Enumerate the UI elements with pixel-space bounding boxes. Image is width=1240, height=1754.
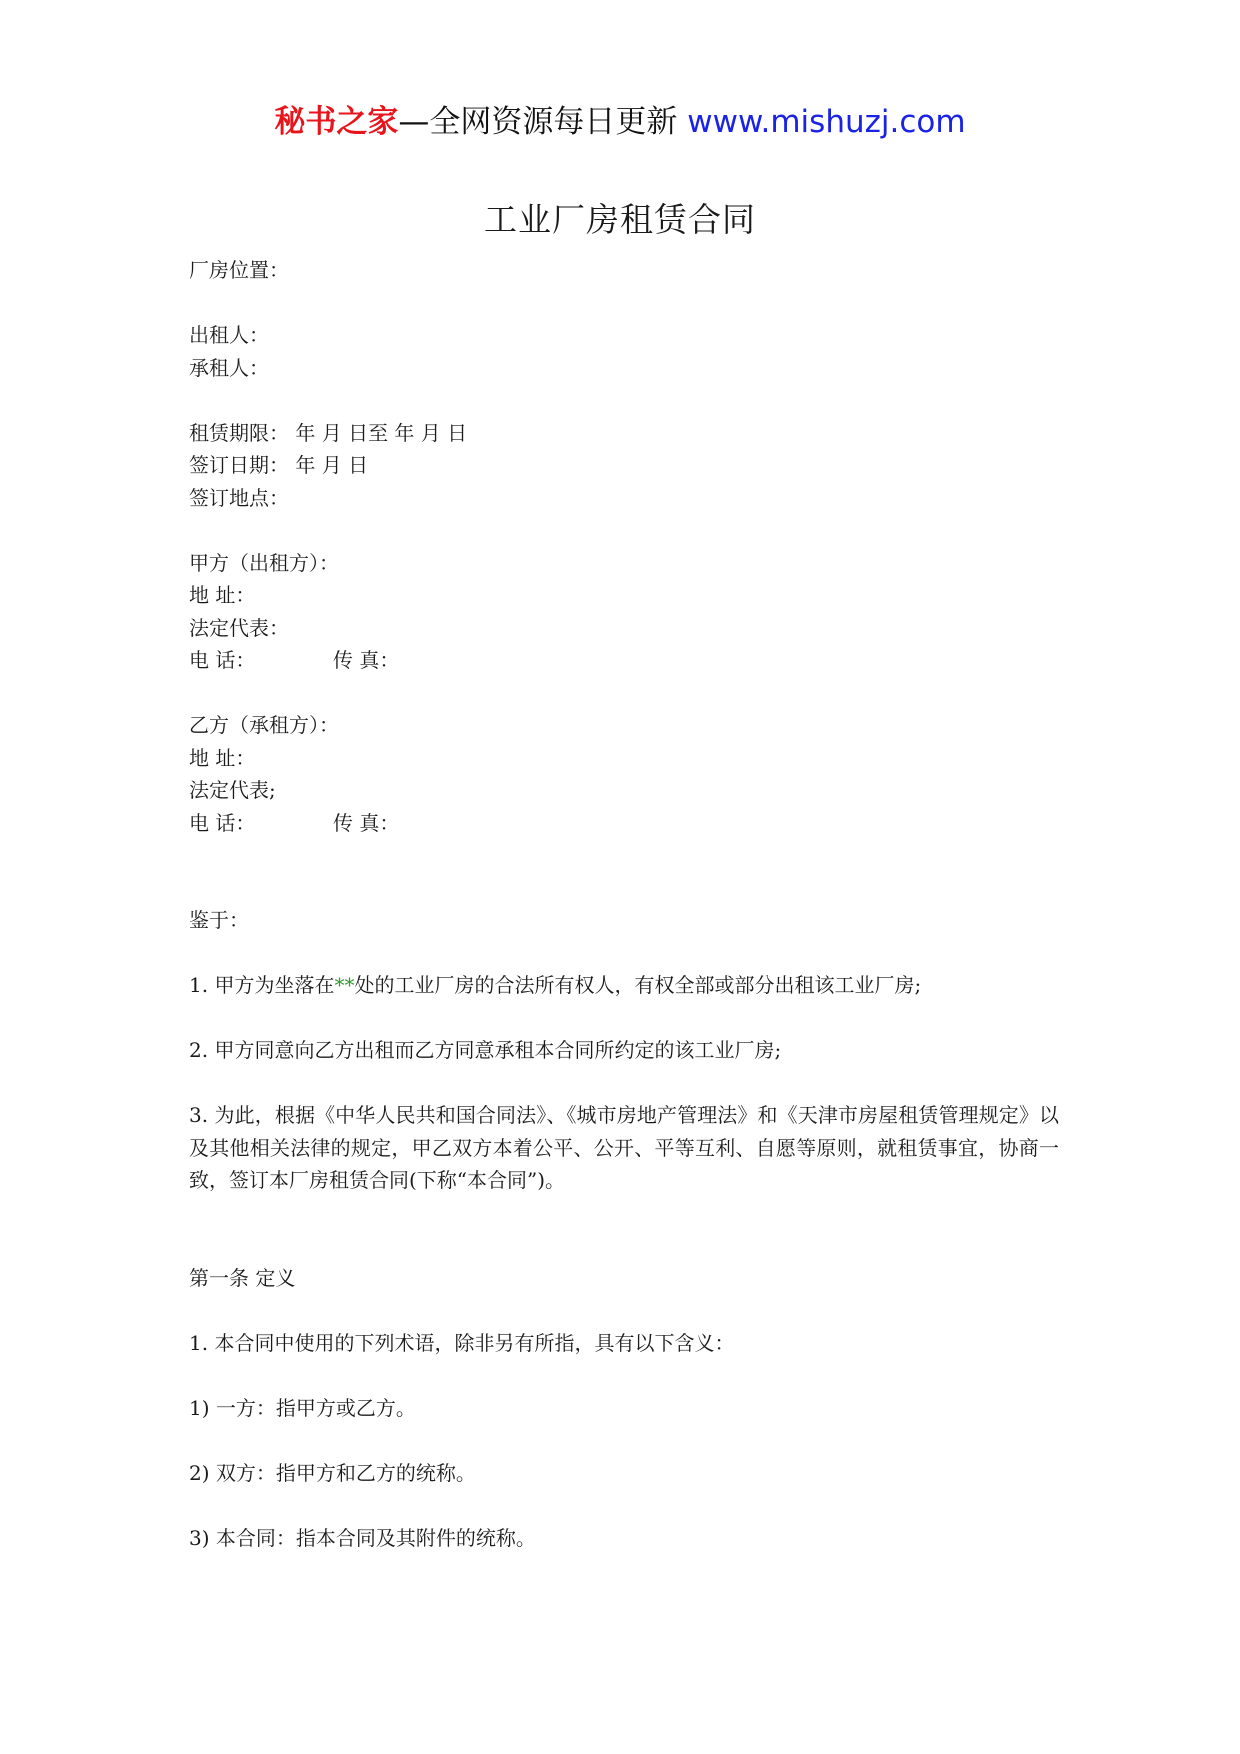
article-1-heading: 第一条 定义 xyxy=(189,1265,296,1290)
whereas-item-1-end: 处的工业厂房的合法所有权人，有权全部或部分出租该工业厂房; xyxy=(354,973,922,997)
party-b-heading: 乙方（承租方）： xyxy=(189,713,339,737)
article-1-intro: 1. 本合同中使用的下列术语，除非另有所指，具有以下含义： xyxy=(189,1330,735,1355)
location-field: 厂房位置： xyxy=(189,258,289,282)
document-title: 工业厂房租赁合同 xyxy=(484,200,756,239)
party-b-phone: 电 话： xyxy=(189,810,256,835)
term-field: 租赁期限： 年 月 日至 年 月 日 xyxy=(189,420,468,445)
sign-place-field: 签订地点： xyxy=(189,485,289,510)
whereas-item-2: 2. 甲方同意向乙方出租而乙方同意承租本合同所约定的该工业厂房; xyxy=(189,1038,782,1062)
party-b-fax: 传 真： xyxy=(333,810,400,835)
banner-url[interactable]: www.mishuzj.com xyxy=(687,104,966,140)
banner-slogan: —全网资源每日更新 xyxy=(398,104,688,140)
party-a-heading: 甲方（出租方）： xyxy=(189,550,339,575)
lessor-field: 出租人： xyxy=(189,323,269,347)
lessee-field: 承租人： xyxy=(189,355,269,380)
definition-3: 3) 本合同：指本合同及其附件的统称。 xyxy=(189,1525,536,1550)
party-a-contact xyxy=(189,644,1059,677)
placeholder-mark: ** xyxy=(334,973,355,997)
party-a-phone: 电 话： xyxy=(189,648,256,672)
whereas-item-1 xyxy=(189,969,1059,1002)
whereas-item-3: 3. 为此，根据《中华人民共和国合同法》、《城市房地产管理法》和《天津市房屋租赁管理规定》以及其他相关法律的规定，甲乙双方本着公平、公开、平等互利、自愿等原则，就租赁事宜，协商一致，签订本厂房租赁合同(下称“本合同”)。 xyxy=(189,1103,1059,1192)
definition-1: 1) 一方：指甲方或乙方。 xyxy=(189,1395,416,1420)
sign-date-field: 签订日期： 年 月 日 xyxy=(189,453,369,477)
contract-body xyxy=(189,254,1059,1554)
whereas-heading: 鉴于： xyxy=(189,908,249,932)
banner-brand: 秘书之家 xyxy=(274,104,399,140)
party-b-address: 地 址： xyxy=(189,745,256,770)
site-banner xyxy=(0,100,1240,144)
party-a-representative: 法定代表： xyxy=(189,615,289,640)
whereas-item-1-start: 1. 甲方为坐落在 xyxy=(189,973,335,997)
party-a-fax: 传 真： xyxy=(333,648,400,672)
party-b-representative: 法定代表; xyxy=(189,778,276,802)
party-b-contact xyxy=(189,807,1059,840)
definition-2: 2) 双方：指甲方和乙方的统称。 xyxy=(189,1460,476,1485)
party-a-address: 地 址： xyxy=(189,583,256,607)
